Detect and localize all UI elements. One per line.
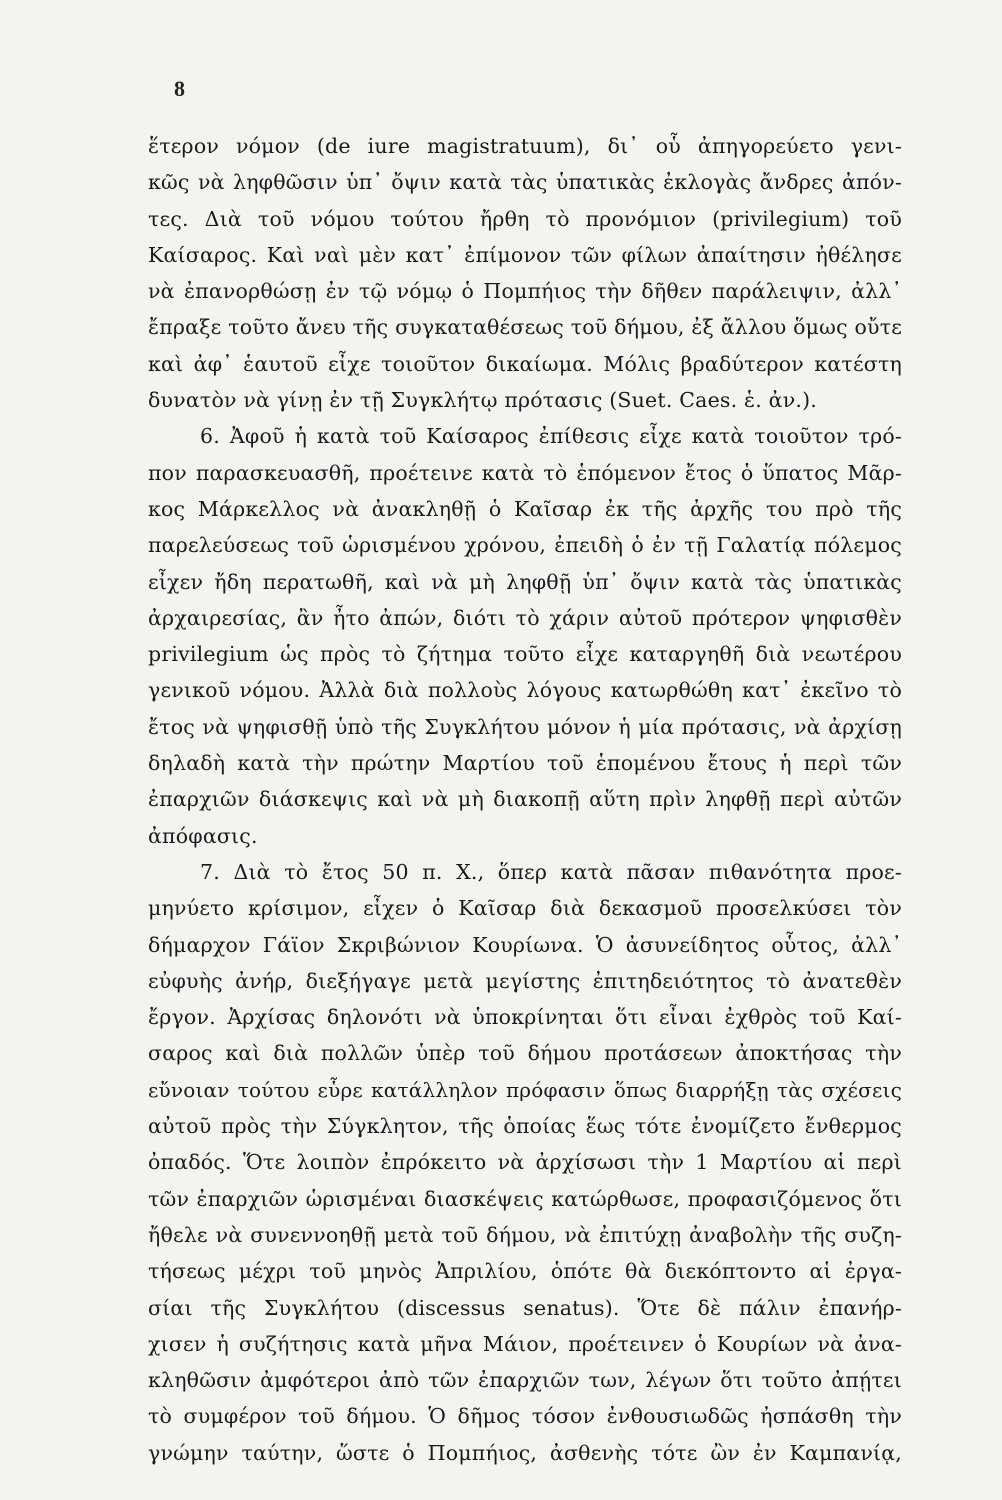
text-line: τες. Διὰ τοῦ νόμου τούτου ἤρθη τὸ προνόμιον (privilegium) τοῦ — [148, 206, 902, 231]
text-line: δηλαδὴ κατὰ τὴν πρώτην Μαρτίου τοῦ ἑπομένου ἔτους ἡ περὶ τῶν — [148, 751, 902, 776]
text-line: ἤθελε νὰ συνεννοηθῇ μετὰ τοῦ δήμου, νὰ ἐπιτύχῃ ἀναβολὴν τῆς συζη- — [148, 1222, 902, 1247]
text-line: privilegium ὡς πρὸς τὸ ζήτημα τοῦτο εἶχε καταργηθῆ διὰ νεωτέρου — [148, 642, 902, 667]
text-line: τήσεως μέχρι τοῦ μηνὸς Ἀπριλίου, ὁπότε θὰ διεκόπτοντο αἱ ἐργα- — [148, 1259, 902, 1284]
text-line: δήμαρχον Γάϊον Σκριβώνιον Κουρίωνα. Ὁ ἀσυνείδητος οὗτος, ἀλλ᾿ — [148, 932, 902, 957]
text-line: Καίσαρος. Καὶ ναὶ μὲν κατ᾿ ἐπίμονον τῶν φίλων ἀπαίτησιν ἠθέλησε — [148, 242, 902, 267]
page-number: 8 — [174, 76, 185, 101]
text-line: τῶν ἐπαρχιῶν ὡρισμέναι διασκέψεις κατώρθωσε, προφασιζόμενος ὅτι — [148, 1186, 902, 1211]
text-line: ὀπαδός. Ὅτε λοιπὸν ἐπρόκειτο νὰ ἀρχίσωσι τὴν 1 Μαρτίου αἱ περὶ — [148, 1150, 902, 1175]
text-line: ἕτερον νόμον (de iure magistratuum), δι᾿ οὗ ἀπηγορεύετο γενι- — [148, 134, 902, 158]
text-line: νὰ ἐπανορθώσῃ ἐν τῷ νόμῳ ὁ Πομπήιος τὴν δῆθεν παράλειψιν, ἀλλ᾿ — [148, 279, 902, 304]
text-line: δυνατὸν νὰ γίνῃ ἐν τῇ Συγκλήτῳ πρότασις (Suet. Caes. ἑ. ἀν.). — [148, 388, 818, 413]
text-line: κληθῶσιν ἀμφότεροι ἀπὸ τῶν ἐπαρχιῶν των, λέγων ὅτι τοῦτο ἀπῄτει — [148, 1368, 902, 1393]
text-line: ἀρχαιρεσίας, ἂν ἦτο ἀπών, διότι τὸ χάριν αὐτοῦ πρότερον ψηφισθὲν — [148, 605, 902, 630]
text-line: εὐφυὴς ἀνήρ, διεξήγαγε μετὰ μεγίστης ἐπιτηδειότητος τὸ ἀνατεθὲν — [148, 968, 902, 993]
text-line: εὔνοιαν τούτου εὗρε κατάλληλον πρόφασιν ὅπως διαρρήξῃ τὰς σχέσεις — [148, 1077, 902, 1102]
text-line: ἀπόφασις. — [148, 823, 258, 848]
text-line: παρελεύσεως τοῦ ὡρισμένου χρόνου, ἐπειδὴ ὁ ἐν τῇ Γαλατίᾳ πόλεμος — [148, 533, 902, 558]
text-line: ἐπαρχιῶν διάσκεψις καὶ νὰ μὴ διακοπῇ αὕτη πρὶν ληφθῇ περὶ αὐτῶν — [148, 787, 902, 812]
text-line: χισεν ἡ συζήτησις κατὰ μῆνα Μάιον, προέτεινεν ὁ Κουρίων νὰ ἀνα- — [148, 1331, 902, 1356]
text-line: 6. Ἀφοῦ ἡ κατὰ τοῦ Καίσαρος ἐπίθεσις εἶχε κατὰ τοιοῦτον τρό- — [200, 424, 902, 449]
text-line: τὸ συμφέρον τοῦ δήμου. Ὁ δῆμος τόσον ἐνθουσιωδῶς ἠσπάσθη τὴν — [148, 1404, 902, 1429]
text-line: ἔτος νὰ ψηφισθῇ ὑπὸ τῆς Συγκλήτου μόνον ἡ μία πρότασις, νὰ ἀρχίσῃ — [148, 714, 902, 739]
text-line: σαρος καὶ διὰ πολλῶν ὑπὲρ τοῦ δήμου προτάσεων ἀποκτήσας τὴν — [148, 1041, 902, 1066]
text-line: αὐτοῦ πρὸς τὴν Σύγκλητον, τῆς ὁποίας ἕως τότε ἐνομίζετο ἔνθερμος — [148, 1114, 902, 1139]
body-text — [148, 128, 902, 1471]
text-line: ἔπραξε τοῦτο ἄνευ τῆς συγκαταθέσεως τοῦ δήμου, ἐξ ἄλλου ὅμως οὔτε — [148, 315, 902, 340]
text-line: γενικοῦ νόμου. Ἀλλὰ διὰ πολλοὺς λόγους κατωρθώθη κατ᾿ ἐκεῖνο τὸ — [148, 678, 902, 703]
text-line: πον παρασκευασθῆ, προέτεινε κατὰ τὸ ἑπόμενον ἔτος ὁ ὕπατος Μᾶρ- — [148, 460, 902, 485]
text-line: σίαι τῆς Συγκλήτου (discessus senatus). Ὅτε δὲ πάλιν ἐπανήρ- — [148, 1295, 902, 1320]
text-line: εἶχεν ἤδη περατωθῆ, καὶ νὰ μὴ ληφθῇ ὑπ᾿ ὄψιν κατὰ τὰς ὑπατικὰς — [148, 569, 902, 594]
text-line: γνώμην ταύτην, ὥστε ὁ Πομπήιος, ἀσθενὴς τότε ὢν ἐν Καμπανίᾳ, — [148, 1440, 902, 1465]
text-line: κος Μάρκελλος νὰ ἀνακληθῇ ὁ Καῖσαρ ἐκ τῆς ἀρχῆς του πρὸ τῆς — [148, 496, 902, 521]
text-line: κῶς νὰ ληφθῶσιν ὑπ᾿ ὄψιν κατὰ τὰς ὑπατικὰς ἐκλογὰς ἄνδρες ἀπόν- — [148, 170, 902, 195]
text-line: καὶ ἀφ᾿ ἑαυτοῦ εἶχε τοιοῦτον δικαίωμα. Μόλις βραδύτερον κατέστη — [148, 351, 902, 376]
text-line: ἔργον. Ἀρχίσας δηλονότι νὰ ὑποκρίνηται ὅτι εἶναι ἐχθρὸς τοῦ Καί- — [148, 1005, 902, 1030]
text-line: μηνύετο κρίσιμον, εἶχεν ὁ Καῖσαρ διὰ δεκασμοῦ προσελκύσει τὸν — [148, 896, 902, 921]
text-line: 7. Διὰ τὸ ἔτος 50 π. Χ., ὅπερ κατὰ πᾶσαν πιθανότητα προε- — [200, 859, 902, 884]
